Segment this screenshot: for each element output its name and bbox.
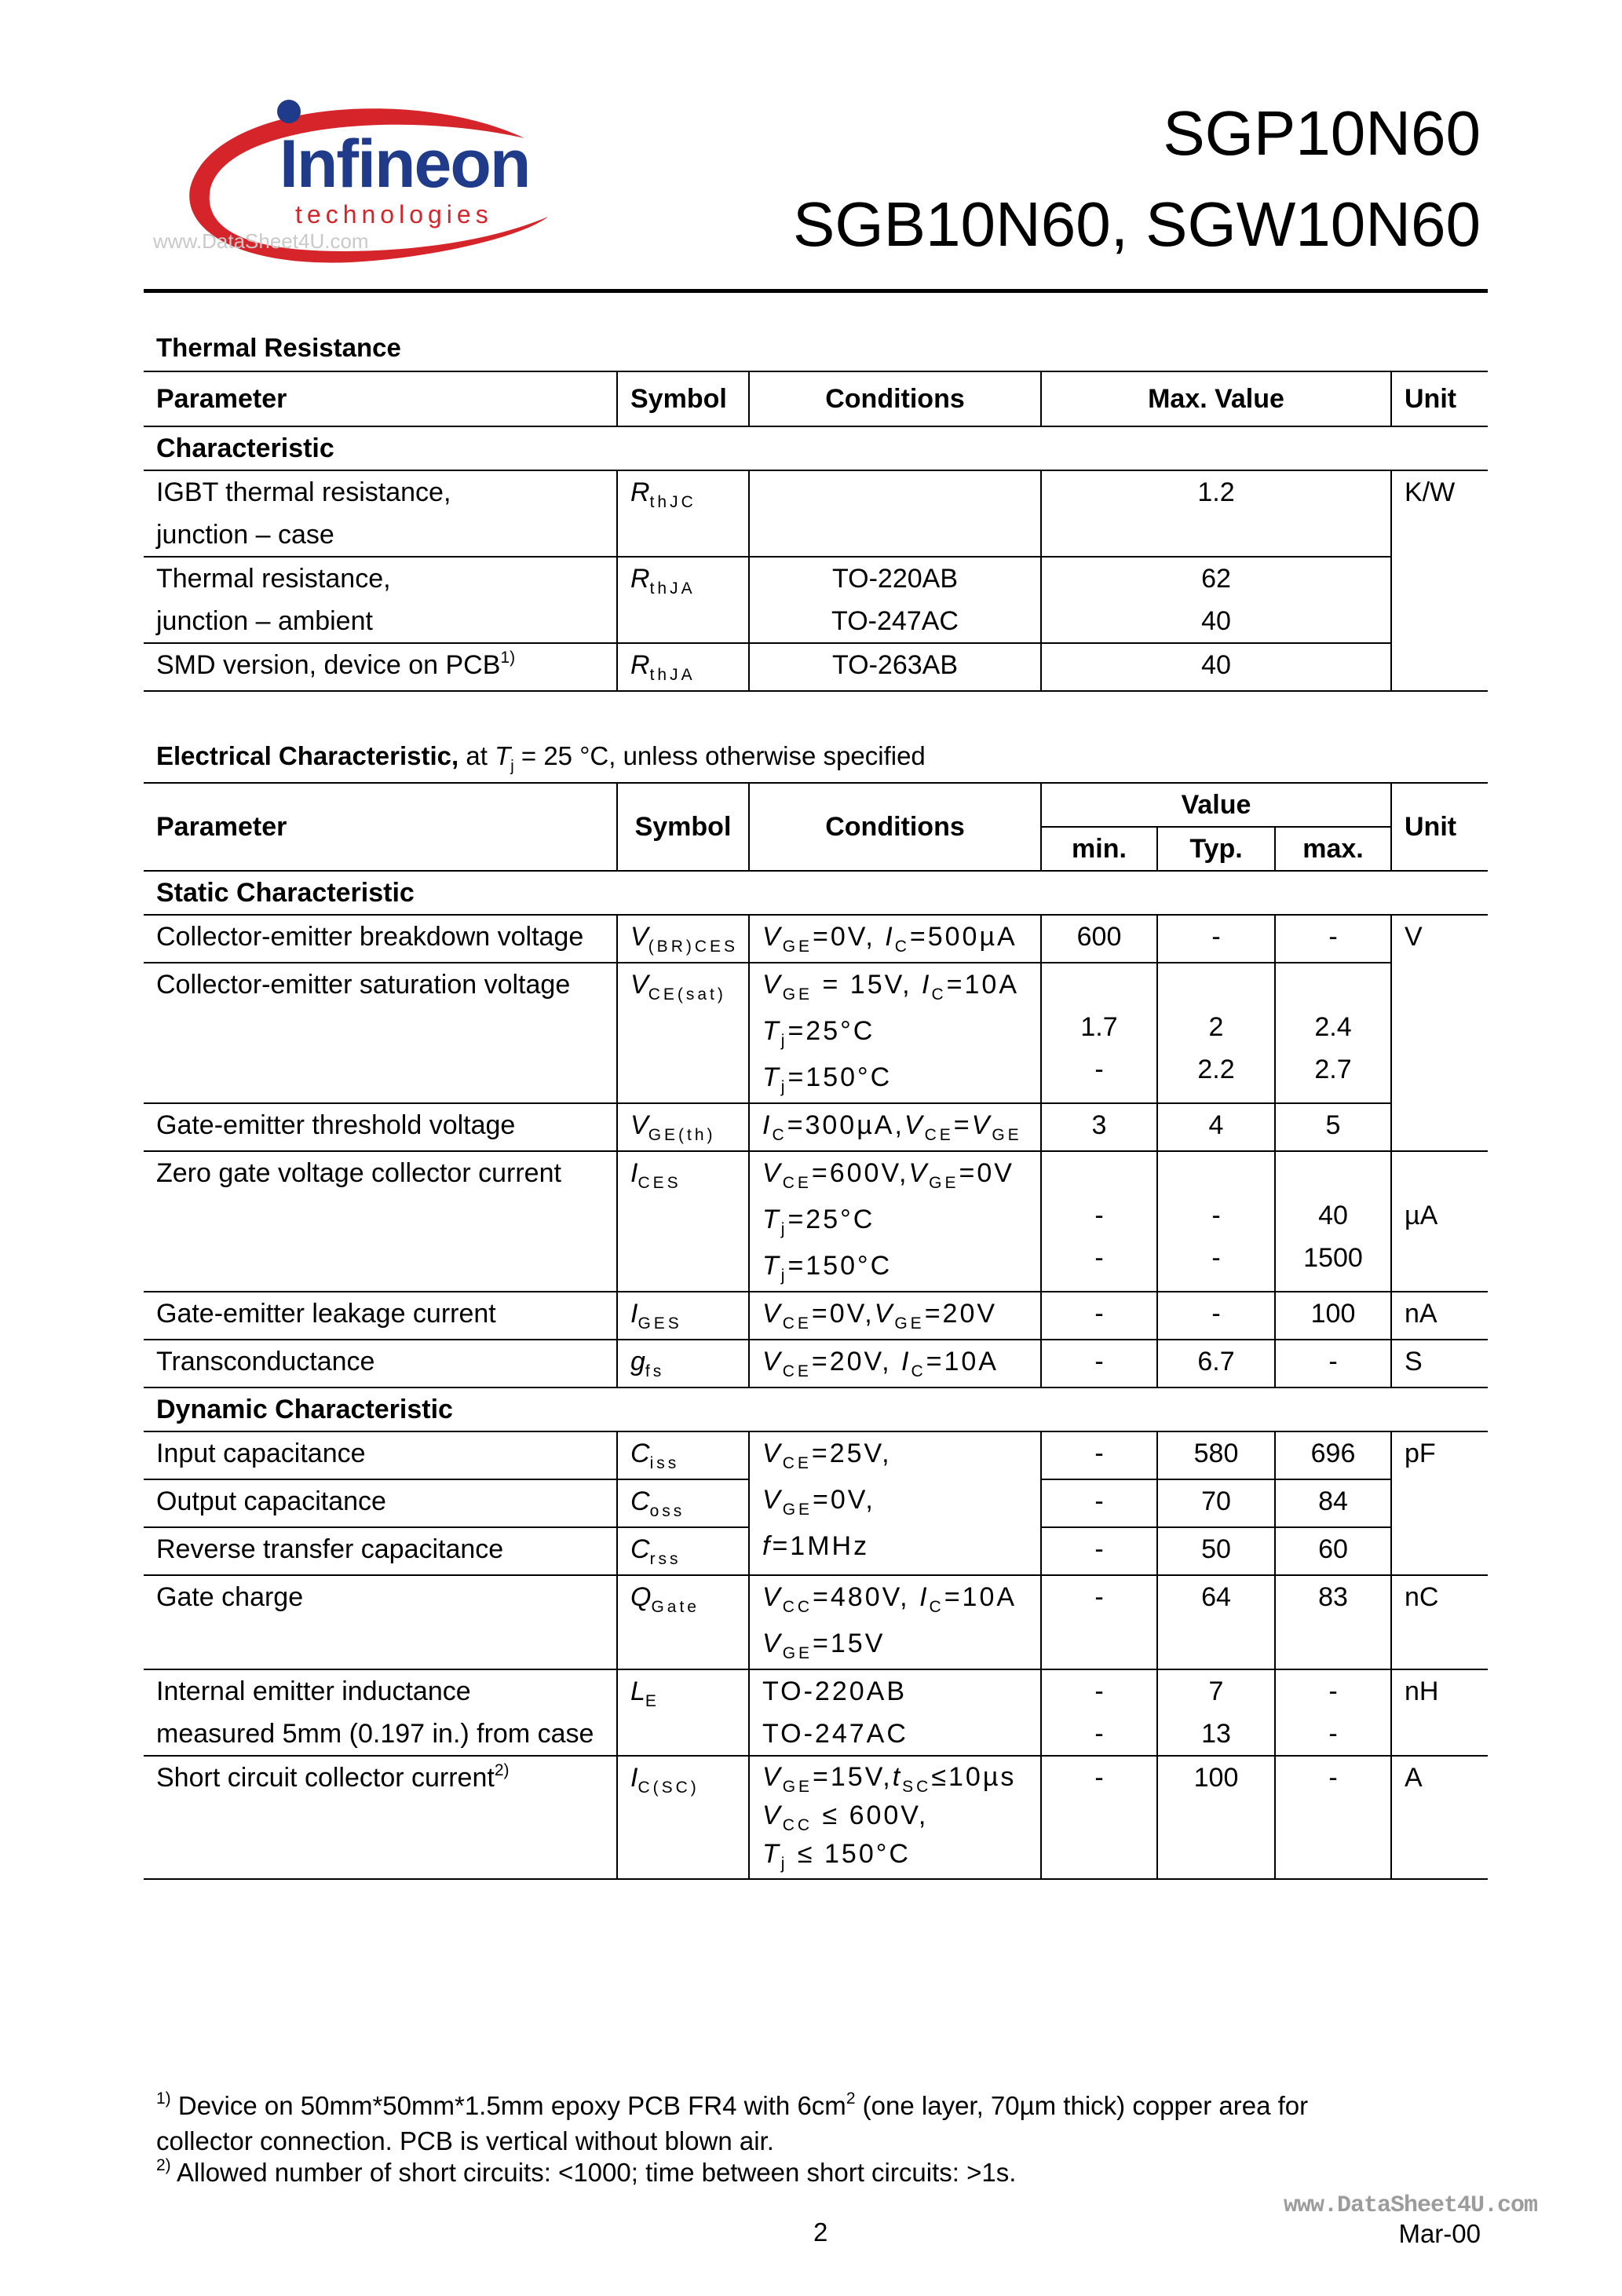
- max-cell: 83: [1275, 1575, 1391, 1669]
- value-cell: 62 40: [1041, 557, 1391, 643]
- section-dynamic: Dynamic Characteristic: [156, 1395, 453, 1424]
- footnote-2: $^{2)}$ Allowed number of short circuits: <1000; time between short circuits: >1s.: [156, 2156, 1017, 2187]
- symbol-cell: $V_{CE(sat)}$: [617, 963, 749, 1103]
- unit-cell: S: [1391, 1340, 1488, 1387]
- logo-subtext: technologies: [295, 200, 493, 229]
- eh-min: min.: [1041, 827, 1157, 871]
- min-cell: -: [1041, 1575, 1157, 1669]
- table-row: [144, 963, 1488, 1103]
- title-line-2: SGB10N60, SGW10N60: [793, 189, 1481, 259]
- conditions-cell: TO-220AB TO-247AC: [749, 1669, 1041, 1756]
- typ-cell: - -: [1157, 1151, 1275, 1292]
- thermal-section-row: [144, 426, 1488, 470]
- value-cell: 1.2: [1041, 470, 1391, 557]
- unit-cell: nH: [1391, 1669, 1488, 1756]
- title-line-1: SGP10N60: [1163, 98, 1481, 168]
- eh-value: Value: [1041, 783, 1391, 827]
- param-cell: Output capacitance: [156, 1486, 386, 1516]
- section-characteristic: Characteristic: [156, 433, 334, 463]
- page-number: 2: [813, 2217, 828, 2247]
- footnote-1: $^{1)}$ Device on 50mm*50mm*1.5mm epoxy PCB FR4 with $6cm^2$ (one layer, 70µm thick) copper area for: [156, 2089, 1309, 2120]
- table-row: [144, 915, 1488, 963]
- param-cell: Thermal resistance, junction – ambient: [156, 564, 391, 636]
- param-cell: IGBT thermal resistance, junction – case: [156, 477, 451, 550]
- eh-conditions: Conditions: [749, 783, 1041, 871]
- value-cell: 40: [1041, 643, 1391, 691]
- max-cell: 84: [1275, 1479, 1391, 1527]
- min-cell: -: [1041, 1527, 1157, 1575]
- symbol-cell: $C_{iss}$: [617, 1431, 749, 1479]
- typ-cell: 70: [1157, 1479, 1275, 1527]
- table-row: [144, 470, 1488, 557]
- table-row: [144, 643, 1488, 691]
- typ-cell: 64: [1157, 1575, 1275, 1669]
- table-row: [144, 1756, 1488, 1879]
- symbol-cell: $R_{thJA}$: [617, 643, 749, 691]
- param-cell: Short circuit collector current$^{2)}$: [156, 1761, 510, 1793]
- param-cell: Collector-emitter saturation voltage: [156, 970, 571, 1000]
- param-cell: Gate-emitter leakage current: [156, 1299, 496, 1329]
- param-cell: Zero gate voltage collector current: [156, 1158, 561, 1188]
- conditions-cell: $V_{GE} = 15V$, $I_C=10A$ $T_j=25^\circ C$ $T_j=150^\circ C$: [749, 963, 1041, 1103]
- static-section-row: [144, 871, 1488, 915]
- symbol-cell: $L_E$: [617, 1669, 749, 1756]
- max-cell: 696: [1275, 1431, 1391, 1479]
- eh-unit: Unit: [1391, 783, 1488, 871]
- eh-symbol: Symbol: [617, 783, 749, 871]
- typ-cell: 580: [1157, 1431, 1275, 1479]
- param-cell: Gate charge: [156, 1582, 304, 1612]
- min-cell: 600: [1041, 915, 1157, 963]
- unit-cell: µA: [1391, 1151, 1488, 1292]
- max-cell: 2.4 2.7: [1275, 963, 1391, 1103]
- typ-cell: 2 2.2: [1157, 963, 1275, 1103]
- param-cell: Transconductance: [156, 1347, 375, 1377]
- unit-cell: nC: [1391, 1575, 1488, 1669]
- section-static: Static Characteristic: [156, 878, 415, 908]
- max-cell: - -: [1275, 1669, 1391, 1756]
- max-cell: -: [1275, 915, 1391, 963]
- symbol-cell: $I_{GES}$: [617, 1292, 749, 1340]
- symbol-cell: $I_{C(SC)}$: [617, 1756, 749, 1879]
- min-cell: -: [1041, 1431, 1157, 1479]
- conditions-cell: [749, 470, 1041, 557]
- table-row: [144, 1431, 1488, 1479]
- thermal-table: [144, 371, 1488, 692]
- electrical-caption: Electrical Characteristic, at $T_j = 25$ °C, unless otherwise specified: [156, 741, 926, 775]
- unit-cell: K/W: [1391, 470, 1488, 691]
- min-cell: 3: [1041, 1103, 1157, 1151]
- conditions-cell: $V_{CE}=20V$, $I_C=10A$: [749, 1340, 1041, 1387]
- conditions-cell: TO-263AB: [749, 643, 1041, 691]
- typ-cell: 7 13: [1157, 1669, 1275, 1756]
- logo-dot: [277, 100, 301, 123]
- th-max-value: Max. Value: [1041, 371, 1391, 426]
- typ-cell: 50: [1157, 1527, 1275, 1575]
- thermal-header-row: [144, 371, 1488, 426]
- max-cell: 5: [1275, 1103, 1391, 1151]
- unit-cell: pF: [1391, 1431, 1488, 1575]
- typ-cell: 6.7: [1157, 1340, 1275, 1387]
- max-cell: -: [1275, 1340, 1391, 1387]
- logo-wordmark: Infineon: [279, 126, 530, 202]
- symbol-cell: $R_{thJC}$: [617, 470, 749, 557]
- watermark-top: www.DataSheet4U.com: [153, 229, 369, 253]
- symbol-cell: $V_{(BR)CES}$: [617, 915, 749, 963]
- watermark-bottom: www.DataSheet4U.com: [1283, 2192, 1537, 2219]
- header-rule: [144, 289, 1488, 293]
- conditions-cell: $V_{CE}=0V,V_{GE}=20V$: [749, 1292, 1041, 1340]
- unit-cell: nA: [1391, 1292, 1488, 1340]
- param-cell: Internal emitter inductance measured 5mm (0.197 in.) from case: [156, 1676, 594, 1749]
- min-cell: -: [1041, 1756, 1157, 1879]
- table-row: [144, 1103, 1488, 1151]
- min-cell: -: [1041, 1479, 1157, 1527]
- min-cell: 1.7 -: [1041, 963, 1157, 1103]
- symbol-cell: $C_{oss}$: [617, 1479, 749, 1527]
- electrical-table: [144, 782, 1488, 1880]
- th-symbol: Symbol: [617, 371, 749, 426]
- symbol-cell: $g_{fs}$: [617, 1340, 749, 1387]
- min-cell: -: [1041, 1340, 1157, 1387]
- table-row: [144, 557, 1488, 643]
- symbol-cell: $C_{rss}$: [617, 1527, 749, 1575]
- param-cell: Gate-emitter threshold voltage: [156, 1110, 516, 1140]
- eh-typ: Typ.: [1157, 827, 1275, 871]
- max-cell: 100: [1275, 1292, 1391, 1340]
- conditions-cell: $V_{GE}=15V,t_{SC}\le 10\mu s$ $V_{CC} \le 600V$, $T_j \le 150^\circ C$: [749, 1756, 1041, 1879]
- table-row: [144, 1575, 1488, 1669]
- max-cell: 40 1500: [1275, 1151, 1391, 1292]
- conditions-cell: $I_C=300\mu A,V_{CE}=V_{GE}$: [749, 1103, 1041, 1151]
- symbol-cell: $R_{thJA}$: [617, 557, 749, 643]
- infineon-logo: [179, 94, 587, 283]
- min-cell: -: [1041, 1292, 1157, 1340]
- dynamic-section-row: [144, 1387, 1488, 1431]
- eh-max: max.: [1275, 827, 1391, 871]
- typ-cell: 4: [1157, 1103, 1275, 1151]
- table-row: [144, 1151, 1488, 1292]
- param-cell: SMD version, device on PCB$^{1)}$: [156, 649, 516, 680]
- min-cell: - -: [1041, 1151, 1157, 1292]
- param-cell: Reverse transfer capacitance: [156, 1534, 504, 1564]
- max-cell: 60: [1275, 1527, 1391, 1575]
- conditions-cell: $V_{CE}=600V,V_{GE}=0V$ $T_j=25^\circ C$ $T_j=150^\circ C$: [749, 1151, 1041, 1292]
- unit-cell: A: [1391, 1756, 1488, 1879]
- conditions-cell: $V_{CC}=480V$, $I_C=10A$ $V_{GE}=15V$: [749, 1575, 1041, 1669]
- th-unit: Unit: [1391, 371, 1488, 426]
- conditions-cell: $V_{CE}=25V$, $V_{GE}=0V$, f=1MHz: [749, 1431, 1041, 1575]
- footnotes: [156, 2090, 1491, 2192]
- table-row: [144, 1669, 1488, 1756]
- table-row: [144, 1292, 1488, 1340]
- min-cell: - -: [1041, 1669, 1157, 1756]
- conditions-cell: TO-220AB TO-247AC: [749, 557, 1041, 643]
- thermal-caption: Thermal Resistance: [156, 333, 401, 362]
- symbol-cell: $V_{GE(th)}$: [617, 1103, 749, 1151]
- th-parameter: Parameter: [156, 384, 287, 414]
- table-row: [144, 1340, 1488, 1387]
- revision-date: Mar-00: [1398, 2219, 1481, 2248]
- param-cell: Collector-emitter breakdown voltage: [156, 922, 584, 952]
- typ-cell: 100: [1157, 1756, 1275, 1879]
- electrical-header-row-1: [144, 783, 1488, 827]
- max-cell: -: [1275, 1756, 1391, 1879]
- unit-cell: V: [1391, 915, 1488, 1151]
- symbol-cell: $Q_{Gate}$: [617, 1575, 749, 1669]
- typ-cell: -: [1157, 915, 1275, 963]
- th-conditions: Conditions: [749, 371, 1041, 426]
- footnote-1-cont: collector connection. PCB is vertical without blown air.: [156, 2126, 774, 2155]
- eh-parameter: Parameter: [144, 783, 617, 871]
- conditions-cell: $V_{GE}=0V$, $I_C=500\mu A$: [749, 915, 1041, 963]
- typ-cell: -: [1157, 1292, 1275, 1340]
- param-cell: Input capacitance: [156, 1439, 366, 1468]
- symbol-cell: $I_{CES}$: [617, 1151, 749, 1292]
